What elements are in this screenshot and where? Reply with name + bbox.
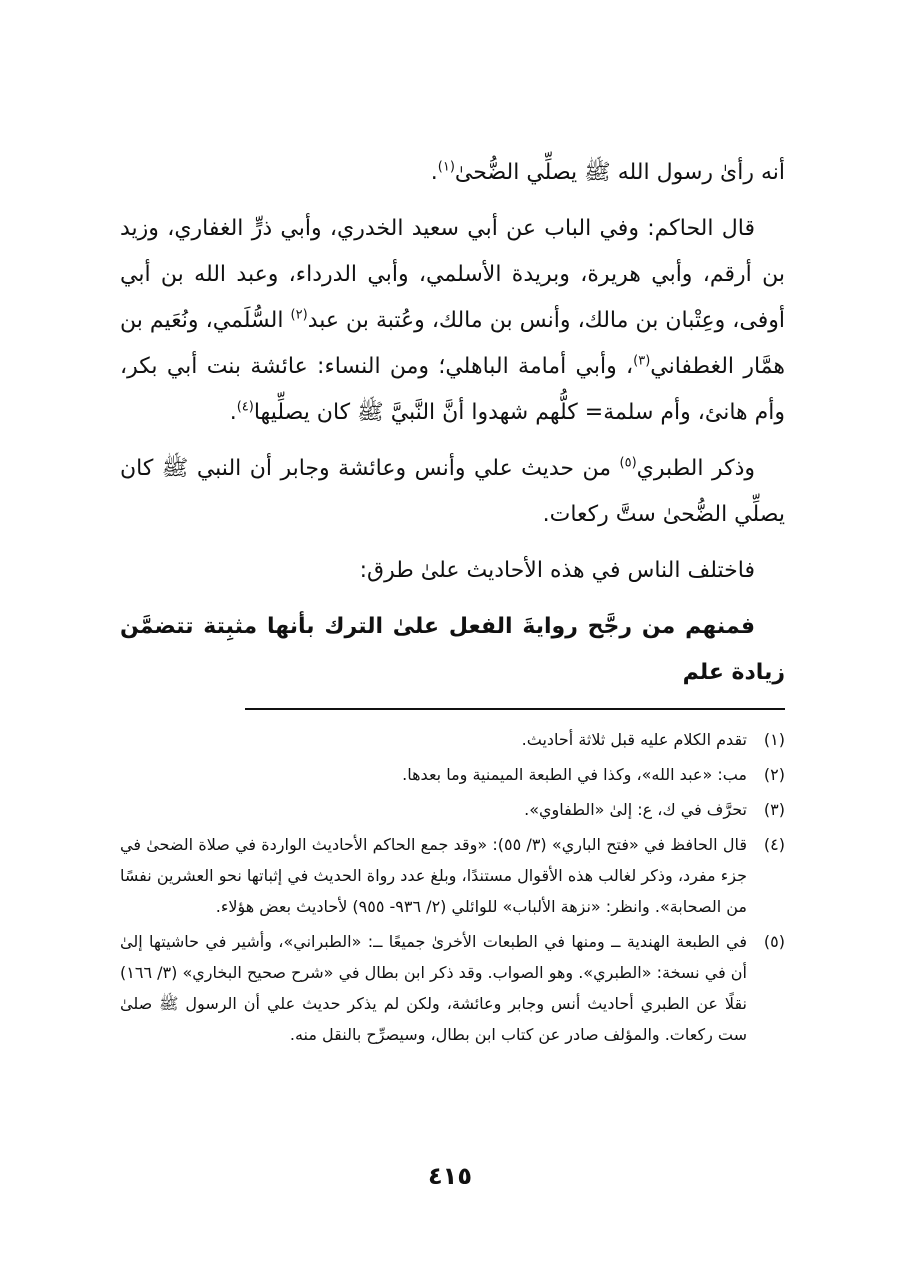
book-page xyxy=(120,150,785,1054)
paragraph-2 xyxy=(120,206,785,436)
footnote-text: تحرَّف في ك، ع: إلىٰ «الطفاوي». xyxy=(524,800,747,819)
footnote-number: (٤) xyxy=(763,835,785,854)
footnote-ref-5: (٥) xyxy=(619,455,637,471)
paragraph-2-text-c: ، وأبي أمامة الباهلي؛ ومن النساء: عائشة بنت أبي بكر، وأم هانئ، وأم سلمة= كلُّهم شهدوا أنَّ النَّبيَّ ﷺ كان يصلِّيها xyxy=(120,354,785,425)
paragraph-3-text-b: من حديث علي وأنس وعائشة وجابر أن النبي ﷺ كان يصلِّي الضُّحىٰ ستَّ ركعات. xyxy=(120,456,785,527)
footnote-3 xyxy=(120,794,785,825)
footnote-number: (١) xyxy=(763,730,785,749)
footnote-ref-1: (١) xyxy=(437,159,455,175)
paragraph-5: فمنهم من رجَّح روايةَ الفعل علىٰ الترك بأنها مثبِتة تتضمَّن زيادة علم xyxy=(120,614,785,685)
paragraph-2-text-b: السُّلَمي، ونُعَيم بن همَّار الغطفاني xyxy=(120,308,785,379)
page-number: ٤١٥ xyxy=(428,1162,472,1190)
footnote-ref-2: (٢) xyxy=(290,307,308,323)
paragraph-3-text-a: وذكر الطبري xyxy=(636,456,755,481)
paragraph-1-end: . xyxy=(430,160,438,185)
footnote-2 xyxy=(120,759,785,790)
paragraph-1-text: أنه رأىٰ رسول الله ﷺ يصلِّي الضُّحىٰ xyxy=(454,160,785,185)
paragraph-2-text-a: قال الحاكم: وفي الباب عن أبي سعيد الخدري، وأبي ذرٍّ الغفاري، وزيد بن أرقم، وأبي هريرة، وبريدة الأسلمي، وأبي الدرداء، وعبد الله بن أبي أوفى، وعِتْبان بن مالك، وأنس بن مالك، وعُتبة بن عبد xyxy=(120,216,786,333)
paragraph-4: فاختلف الناس في هذه الأحاديث علىٰ طرق: xyxy=(359,558,755,583)
footnote-text: قال الحافظ في «فتح الباري» (٣/ ٥٥): «وقد جمع الحاكم الأحاديث الواردة في صلاة الضحىٰ في جزء مفرد، وذكر لغالب هذه الأقوال مستندًا، وبلغ عدد رواة الحديث في إثباتها نحو العشرين نفسًا من الصحابة». وانظر: «نزهة الألباب» للوائلي (٢/ ٩٣٦- ٩٥٥) لأحاديث بعض هؤلاء. xyxy=(120,835,747,916)
footnotes xyxy=(120,724,785,1050)
footnote-ref-4: (٤) xyxy=(236,399,254,415)
footnote-number: (٢) xyxy=(763,765,785,784)
paragraph-1 xyxy=(120,150,785,196)
footnote-number: (٣) xyxy=(763,800,785,819)
footnote-separator xyxy=(245,708,785,710)
footnote-number: (٥) xyxy=(763,932,785,951)
footnote-text: مب: «عبد الله»، وكذا في الطبعة الميمنية وما بعدها. xyxy=(402,765,747,784)
footnote-ref-3: (٣) xyxy=(633,353,651,369)
paragraph-3 xyxy=(120,446,785,538)
footnote-text: تقدم الكلام عليه قبل ثلاثة أحاديث. xyxy=(521,730,747,749)
paragraph-2-end: . xyxy=(229,400,237,425)
footnote-4 xyxy=(120,829,785,922)
footnote-text: في الطبعة الهندية ــ ومنها في الطبعات الأخرىٰ جميعًا ــ: «الطبراني»، وأشير في حاشيتها إلىٰ أن في نسخة: «الطبري». وهو الصواب. وقد ذكر ابن بطال في «شرح صحيح البخاري» (٣/ ١٦٦) نقلًا عن الطبري أحاديث أنس وجابر وعائشة، ولكن لم يذكر حديث علي أن الرسول ﷺ صلىٰ ست ركعات. والمؤلف صادر عن كتاب ابن بطال، وسيصرِّح بالنقل منه. xyxy=(120,932,748,1044)
footnote-5 xyxy=(120,926,785,1050)
main-text xyxy=(120,150,785,696)
footnote-1 xyxy=(120,724,785,755)
